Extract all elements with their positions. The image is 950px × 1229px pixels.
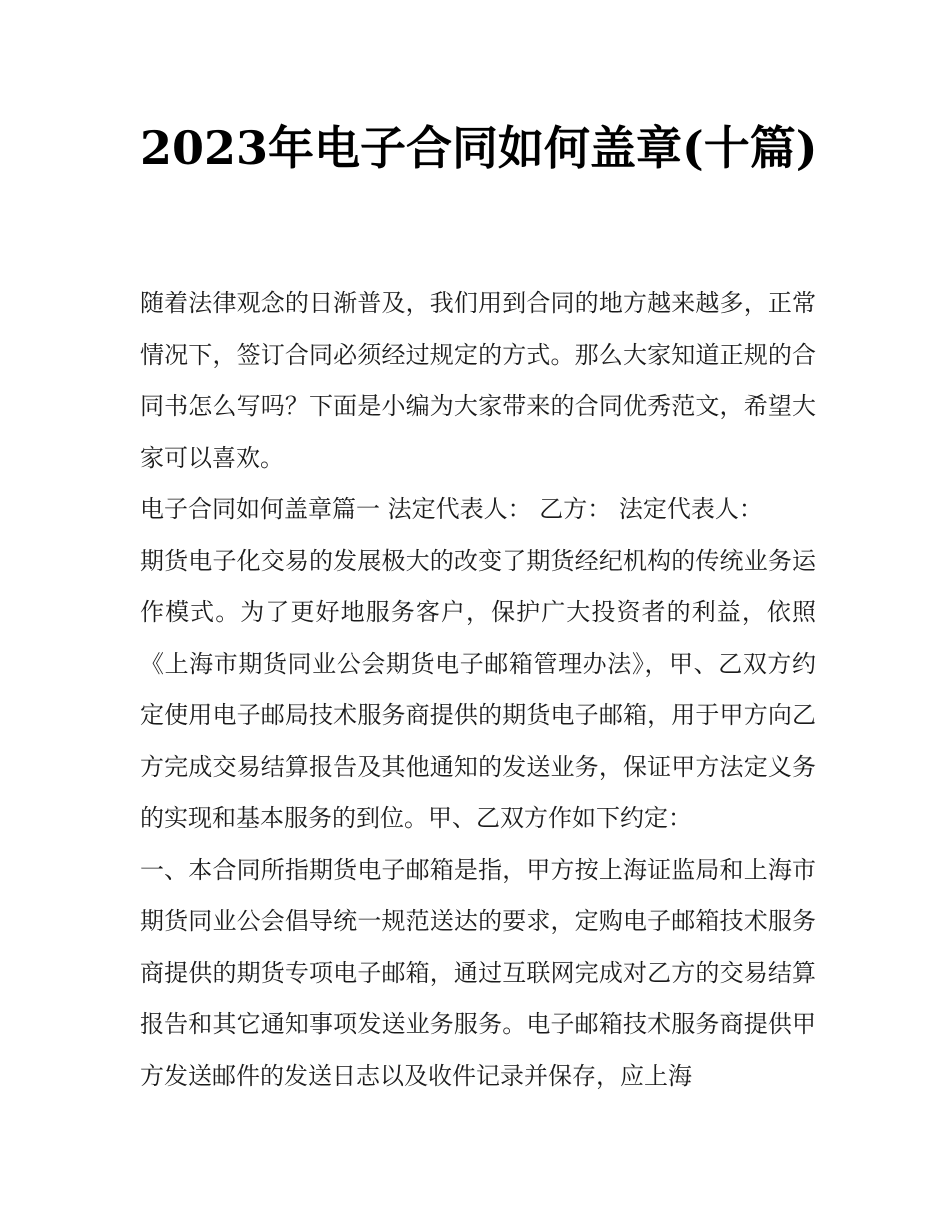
paragraph-section-heading: 电子合同如何盖章篇一 法定代表人： 乙方： 法定代表人：: [140, 495, 763, 523]
paragraph-preamble: 期货电子化交易的发展极大的改变了期货经纪机构的传统业务运作模式。为了更好地服务客户，保护广大投资者的利益，依照《上海市期货同业公会期货电子邮箱管理办法》，甲、乙双方约定使用电子邮局技术服务商提供的期货电子邮箱，用于甲方向乙方完成交易结算报告及其他通知的发送业务，保证甲方法定义务的实现和基本服务的到位。甲、乙双方作如下约定：: [140, 546, 816, 832]
document-body: [140, 278, 816, 1102]
document-title: 2023年电子合同如何盖章(十篇): [140, 121, 818, 175]
paragraph-clause-1: 一、本合同所指期货电子邮箱是指，甲方按上海证监局和上海市期货同业公会倡导统一规范送达的要求，定购电子邮箱技术服务商提供的期货专项电子邮箱，通过互联网完成对乙方的交易结算报告和其它通知事项发送业务服务。电子邮箱技术服务商提供甲方发送邮件的发送日志以及收件记录并保存，应上海: [140, 855, 816, 1090]
paragraph-intro: 随着法律观念的日渐普及，我们用到合同的地方越来越多，正常情况下，签订合同必须经过规定的方式。那么大家知道正规的合同书怎么写吗？下面是小编为大家带来的合同优秀范文，希望大家可以喜欢。: [140, 289, 816, 472]
